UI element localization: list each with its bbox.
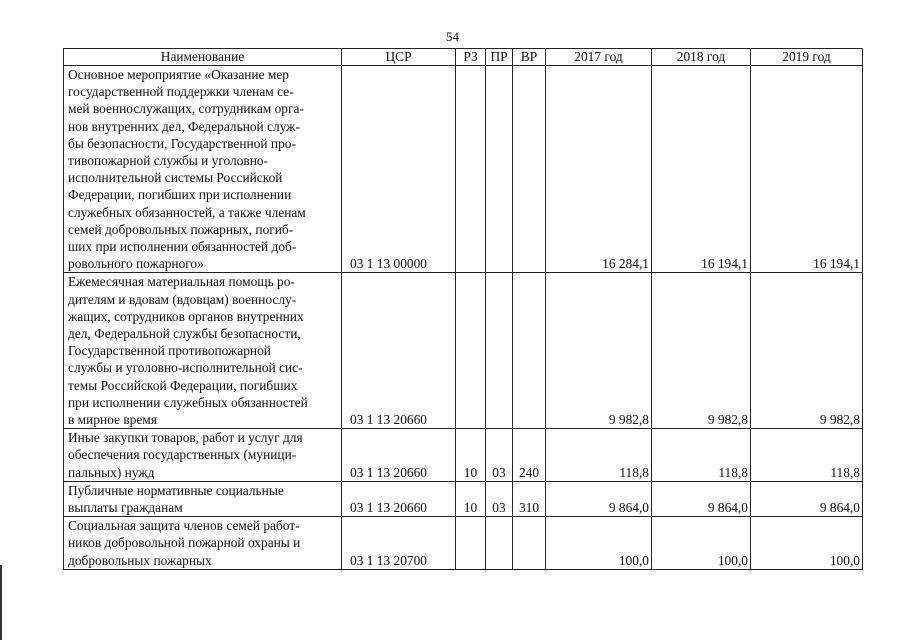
row-name-line: пальных) нужд	[68, 464, 155, 480]
rz-cell	[456, 273, 486, 429]
row-name-line: ников добровольной пожарной охраны и	[68, 535, 301, 551]
table-row	[64, 429, 863, 482]
header-2017: 2017 год	[546, 49, 652, 66]
vr-cell	[513, 66, 546, 273]
row-name-line: семей добровольных пожарных, погиб-	[68, 221, 294, 237]
csr-cell: 03 1 13 00000	[342, 66, 456, 273]
row-name-line: исполнительной системы Российской	[68, 170, 283, 186]
value-2019-cell: 9 864,0	[751, 481, 863, 516]
row-name-line: жащих, сотрудников органов внутренних	[68, 308, 304, 324]
row-name-line: Социальная защита членов семей работ-	[68, 518, 300, 534]
row-name-line: Государственной противопожарной	[68, 343, 271, 359]
row-name-line: темы Российской Федерации, погибших	[68, 377, 298, 393]
value-2019-cell: 9 982,8	[751, 273, 863, 429]
vr-cell	[513, 273, 546, 429]
pr-cell: 03	[486, 429, 513, 482]
table-row	[64, 481, 863, 516]
row-name-line: ровольного пожарного»	[68, 256, 204, 272]
csr-cell: 03 1 13 20700	[342, 517, 456, 570]
value-2018-cell: 100,0	[652, 517, 751, 570]
value-2017-cell: 9 864,0	[546, 481, 652, 516]
rz-cell	[456, 66, 486, 273]
pr-cell	[486, 273, 513, 429]
row-name-line: Ежемесячная материальная помощь ро-	[68, 274, 295, 290]
row-name-cell	[64, 273, 342, 429]
pr-cell	[486, 517, 513, 570]
vr-cell	[513, 517, 546, 570]
header-2018: 2018 год	[652, 49, 751, 66]
row-name-line: в мирное время	[68, 412, 157, 428]
value-2018-cell: 118,8	[652, 429, 751, 482]
row-name-line: мей военнослужащих, сотрудникам орга-	[68, 101, 304, 117]
value-2019-cell: 100,0	[751, 517, 863, 570]
value-2019-cell: 118,8	[751, 429, 863, 482]
rz-cell: 10	[456, 429, 486, 482]
header-name: Наименование	[64, 49, 342, 66]
header-csr: ЦСР	[342, 49, 456, 66]
table-row	[64, 517, 863, 570]
table-row	[64, 66, 863, 273]
row-name-line: выплаты гражданам	[68, 500, 183, 516]
row-name-line: ших при исполнении обязанностей доб-	[68, 239, 297, 255]
value-2017-cell: 118,8	[546, 429, 652, 482]
row-name-line: нов внутренних дел, Федеральной служ-	[68, 118, 300, 134]
row-name-line: бы безопасности, Государственной про-	[68, 135, 296, 151]
value-2018-cell: 9 864,0	[652, 481, 751, 516]
header-pr: ПР	[486, 49, 513, 66]
rz-cell	[456, 517, 486, 570]
value-2019-cell: 16 194,1	[751, 66, 863, 273]
row-name-line: тивопожарной службы и уголовно-	[68, 153, 269, 169]
row-name-line: Иные закупки товаров, работ и услуг для	[68, 430, 303, 446]
row-name-cell	[64, 66, 342, 273]
value-2017-cell: 9 982,8	[546, 273, 652, 429]
budget-table	[63, 48, 863, 570]
table-body	[64, 66, 863, 570]
header-rz: РЗ	[456, 49, 486, 66]
row-name-line: служебных обязанностей, а также членам	[68, 204, 306, 220]
row-name-line: добровольных пожарных	[68, 552, 212, 568]
row-name-cell	[64, 429, 342, 482]
value-2018-cell: 16 194,1	[652, 66, 751, 273]
rz-cell: 10	[456, 481, 486, 516]
row-name-line: Основное мероприятие «Оказание мер	[68, 67, 289, 82]
page-number: 54	[446, 29, 459, 44]
csr-cell: 03 1 13 20660	[342, 273, 456, 429]
row-name-line: дел, Федеральной службы безопасности,	[68, 326, 301, 342]
row-name-line: Публичные нормативные социальные	[68, 482, 284, 498]
value-2017-cell: 100,0	[546, 517, 652, 570]
table-header-row	[64, 49, 863, 66]
csr-cell: 03 1 13 20660	[342, 481, 456, 516]
row-name-line: дителям и вдовам (вдовцам) военнослу-	[68, 291, 297, 307]
value-2018-cell: 9 982,8	[652, 273, 751, 429]
header-2019: 2019 год	[751, 49, 863, 66]
table-row	[64, 273, 863, 429]
pr-cell	[486, 66, 513, 273]
csr-cell: 03 1 13 20660	[342, 429, 456, 482]
vr-cell: 240	[513, 429, 546, 482]
row-name-cell	[64, 517, 342, 570]
row-name-line: Федерации, погибших при исполнении	[68, 187, 292, 203]
row-name-line: службы и уголовно-исполнительной сис-	[68, 360, 303, 376]
scan-edge-mark	[0, 565, 2, 640]
value-2017-cell: 16 284,1	[546, 66, 652, 273]
row-name-line: государственной поддержки членам се-	[68, 84, 294, 100]
header-vr: ВР	[513, 49, 546, 66]
row-name-line: при исполнении служебных обязанностей	[68, 394, 308, 410]
row-name-line: обеспечения государственных (муници-	[68, 447, 297, 463]
pr-cell: 03	[486, 481, 513, 516]
vr-cell: 310	[513, 481, 546, 516]
row-name-cell	[64, 481, 342, 516]
